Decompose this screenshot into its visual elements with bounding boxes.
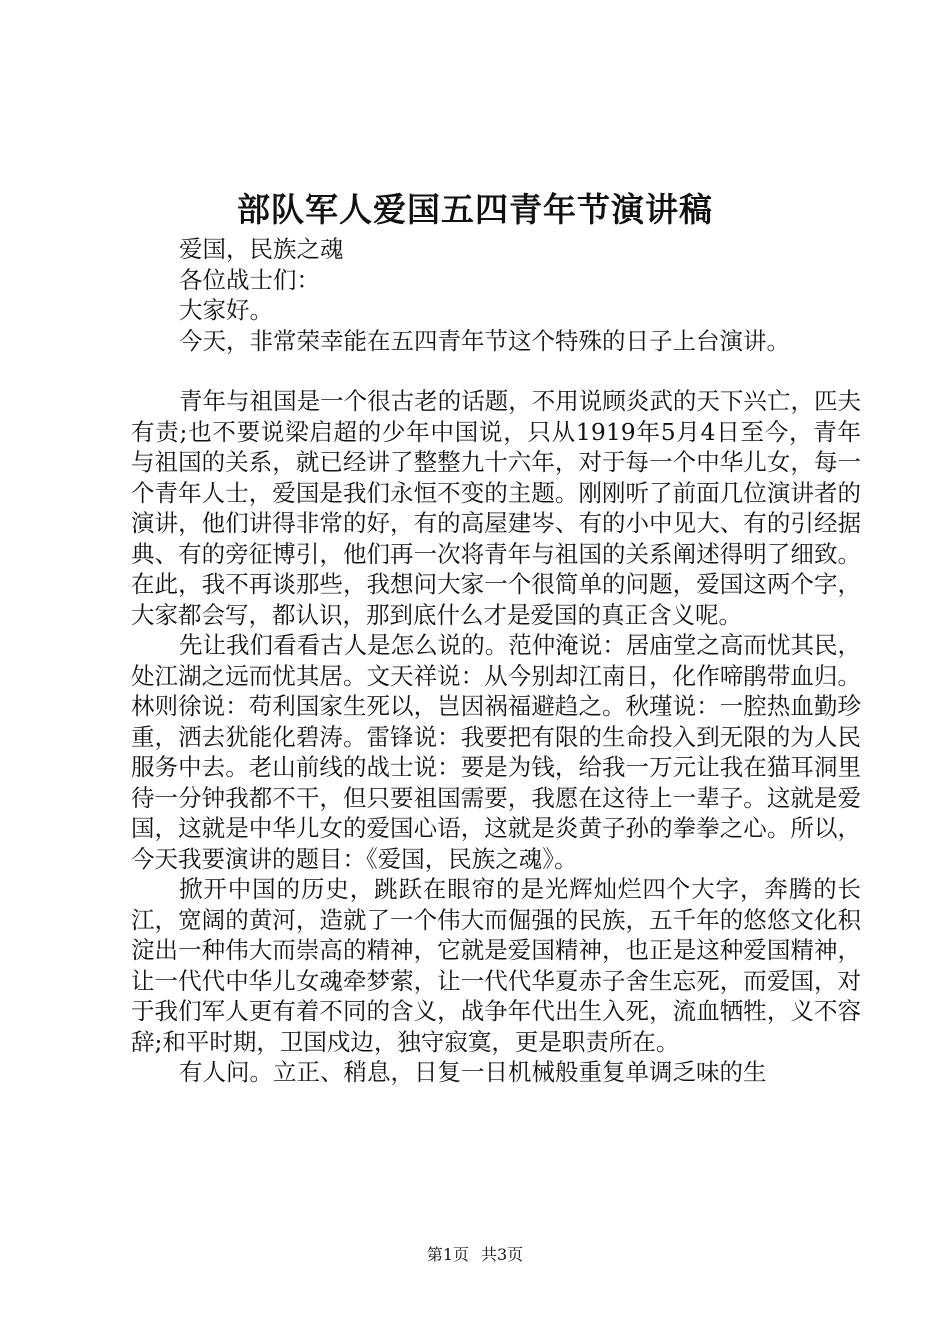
document-body — [131, 234, 861, 1088]
salutation: 各位战士们： — [179, 265, 320, 294]
page-footer — [0, 1244, 950, 1266]
speech-heading: 爱国，民族之魂 — [179, 235, 344, 263]
document-title: 部队军人爱国五四青年节演讲稿 — [237, 190, 713, 229]
page-number: 第1页 — [426, 1245, 469, 1264]
opening-line: 今天，非常荣幸能在五四青年节这个特殊的日子上台演讲。 — [179, 326, 790, 355]
body-paragraph-3: 掀开中国的历史，跳跃在眼帘的是光辉灿烂四个大字，奔腾的长江，宽阔的黄河，造就了一个伟大而倔强的民族，五千年的悠悠文化积淀出一种伟大而崇高的精神，它就是爱国精神，也正是这种爱国精神，让一代代中华儿女魂牵梦萦，让一代代华夏赤子舍生忘死，而爱国，对于我们军人更有着不同的含义，战争年代出生入死，流血牺牲，义不容辞;和平时期，卫国戍边，独守寂寞，更是职责所在。 — [131, 875, 861, 1056]
body-paragraph-2: 先让我们看看古人是怎么说的。范仲淹说：居庙堂之高而忧其民，处江湖之远而忧其居。文天祥说：从今别却江南日，化作啼鹃带血归。林则徐说：苟利国家生死以，岂因祸福避趋之。秋瑾说：一腔热血勤珍重，洒去犹能化碧涛。雷锋说：我要把有限的生命投入到无限的为人民服务中去。老山前线的战士说：要是为钱，给我一万元让我在猫耳洞里待一分钟我都不干，但只要祖国需要，我愿在这待上一辈子。这就是爱国，这就是中华儿女的爱国心语，这就是炎黄子孙的拳拳之心。所以，今天我要演讲的题目：《爱国，民族之魂》。 — [131, 631, 861, 873]
paragraph-gap — [131, 356, 861, 386]
body-paragraph-1: 青年与祖国是一个很古老的话题，不用说顾炎武的天下兴亡，匹夫有责;也不要说梁启超的少年中国说，只从1919年5月4日至今，青年与祖国的关系，就已经讲了整整九十六年，对于每一个中华儿女，每一个青年人士，爱国是我们永恒不变的主题。刚刚听了前面几位演讲者的演讲，他们讲得非常的好，有的高屋建岑、有的小中见大、有的引经据典、有的旁征博引，他们再一次将青年与祖国的关系阐述得明了细致。在此，我不再谈那些，我想问大家一个很简单的问题，爱国这两个字，大家都会写，都认识，那到底什么才是爱国的真正含义呢。 — [131, 387, 861, 629]
body-paragraph-4: 有人问。立正、稍息，日复一日机械般重复单调乏味的生 — [179, 1058, 767, 1086]
page-total: 共3页 — [481, 1245, 524, 1264]
greeting: 大家好。 — [179, 296, 273, 324]
